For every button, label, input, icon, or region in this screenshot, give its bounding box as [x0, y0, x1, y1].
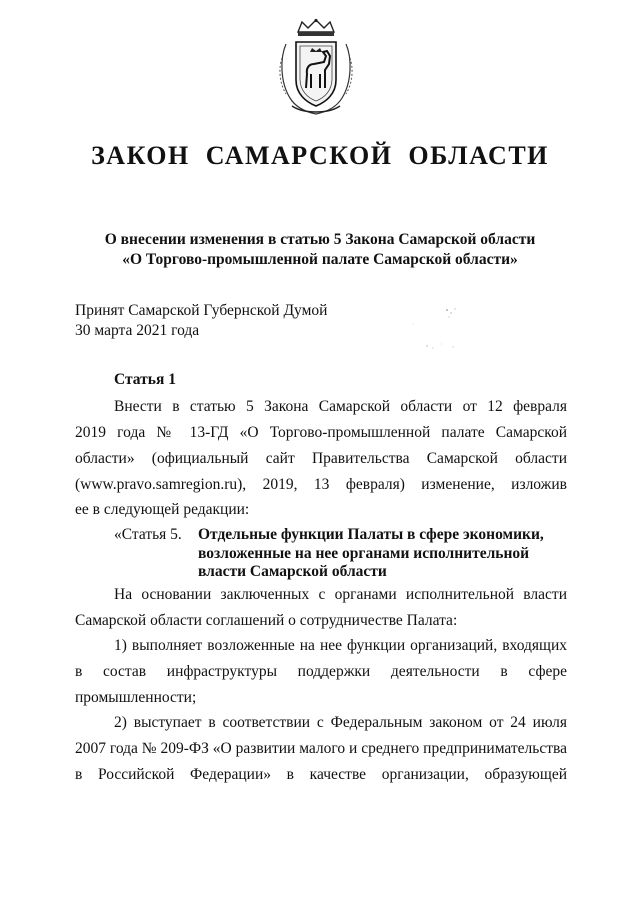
- samara-region-coat-of-arms-icon: [276, 18, 356, 118]
- article-5-item-1-line: промышленности;: [75, 689, 197, 706]
- article-5-item-2-line: в Российской Федерации» в качестве организации, образующей: [75, 766, 567, 783]
- article-5-intro-line: На основании заключенных с органами исполнительной власти: [114, 586, 567, 603]
- article-1-text-line: области» (официальный сайт Правительства Самарской области: [75, 450, 567, 467]
- article-5-item-1-line: 1) выполняет возложенные на нее функции организаций, входящих: [114, 637, 567, 654]
- scan-specks: [405, 300, 475, 360]
- article-5-title-line: Отдельные функции Палаты в сфере экономики,: [198, 526, 544, 543]
- law-title: ЗАКОН САМАРСКОЙ ОБЛАСТИ: [91, 141, 549, 170]
- article-1-heading: Статья 1: [114, 371, 176, 388]
- article-5-item-1-line: в состав инфраструктуры поддержки деятельности в сфере: [75, 663, 567, 680]
- article-5-label: «Статья 5.: [114, 526, 182, 543]
- article-5-title-line: власти Самарской области: [198, 563, 387, 580]
- article-1-text-line: ее в следующей редакции:: [75, 501, 250, 518]
- article-5-title-line: возложенные на нее органами исполнительной: [198, 545, 530, 562]
- article-1-text-line: Внести в статью 5 Закона Самарской области от 12 февраля: [114, 398, 567, 415]
- article-5-item-2-line: 2007 года № 209-ФЗ «О развитии малого и среднего предпринимательства: [75, 740, 567, 757]
- article-5-item-2-line: 2) выступает в соответствии с Федеральным законом от 24 июля: [114, 714, 567, 731]
- adoption-date: 30 марта 2021 года: [75, 322, 200, 339]
- adoption-line: Принят Самарской Губернской Думой: [75, 302, 328, 319]
- article-1-text-line: 2019 года № 13-ГД «О Торгово-промышленной палате Самарской: [75, 424, 567, 441]
- law-subtitle-line: «О Торгово-промышленной палате Самарской области»: [122, 251, 518, 268]
- law-subtitle-line: О внесении изменения в статью 5 Закона Самарской области: [104, 231, 536, 248]
- article-1-text-line: (www.pravo.samregion.ru), 2019, 13 февраля) изменение, изложив: [75, 476, 567, 493]
- article-5-intro-line: Самарской области соглашений о сотрудничестве Палата:: [75, 612, 458, 629]
